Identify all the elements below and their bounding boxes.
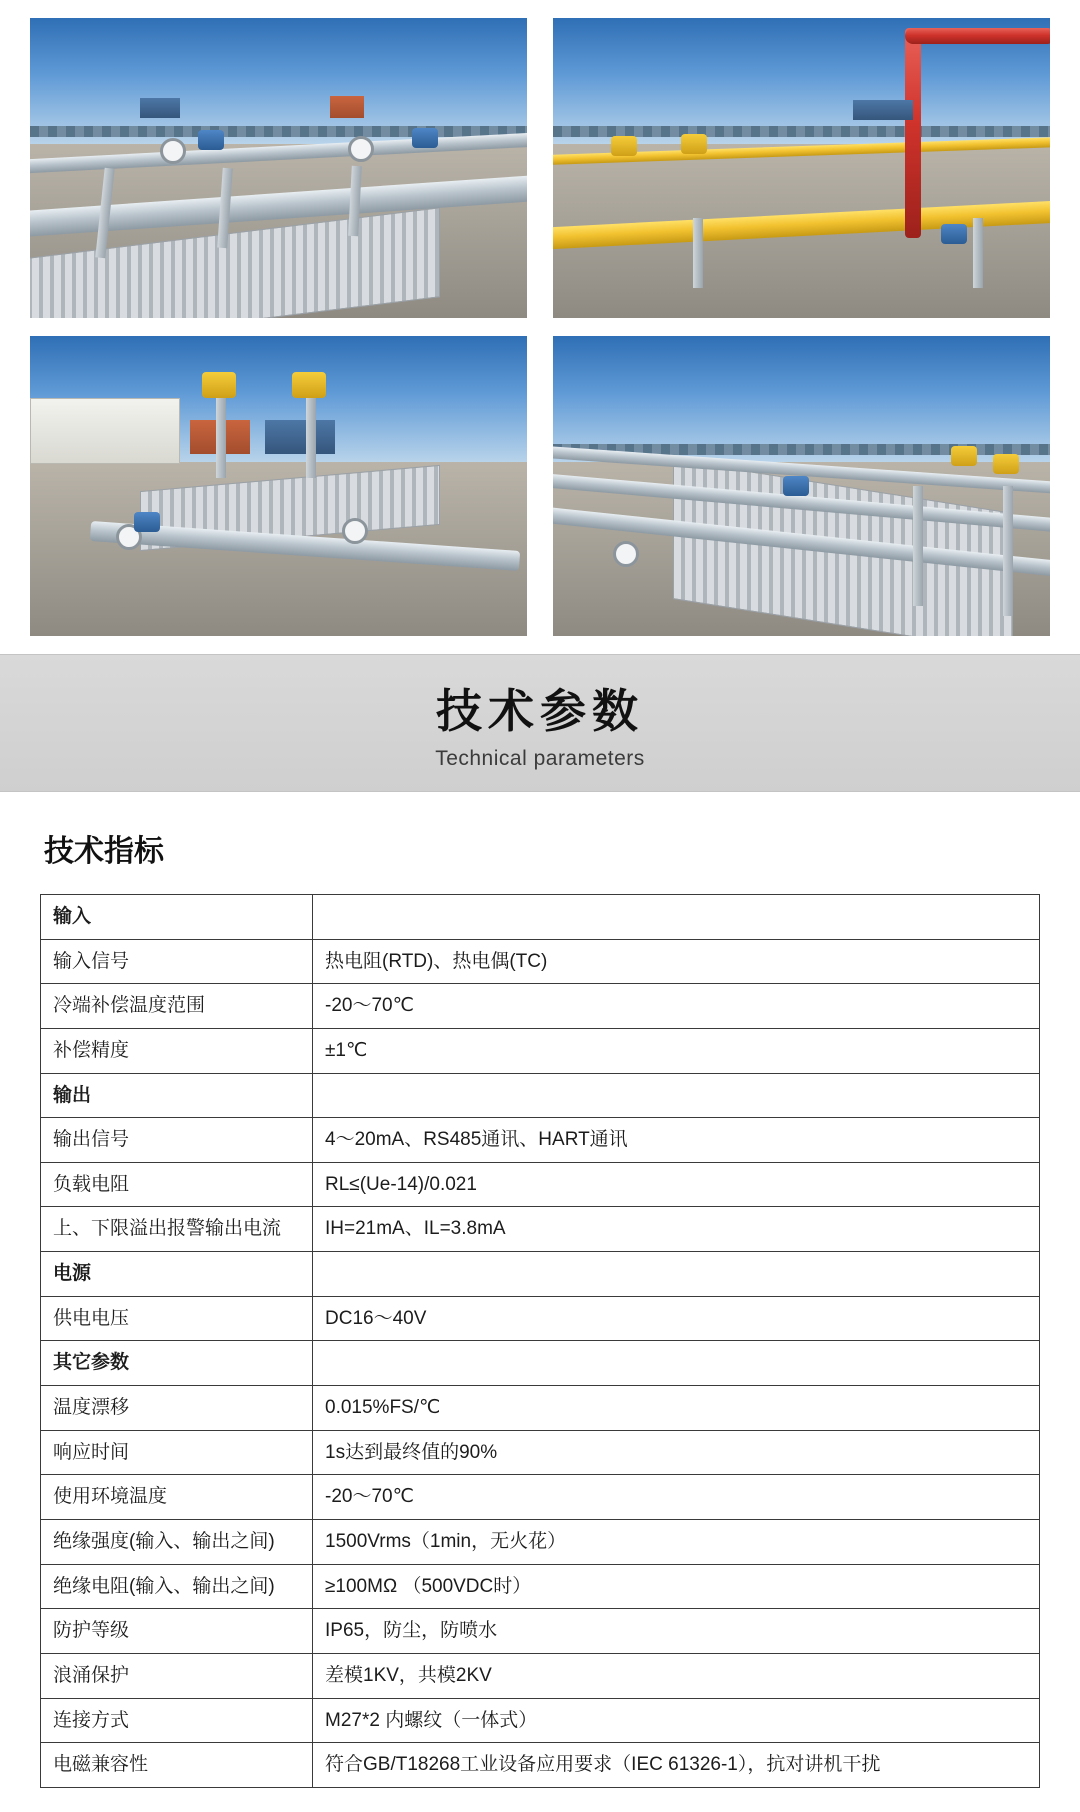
spec-heading: 技术指标	[44, 835, 164, 868]
table-row	[41, 1296, 1040, 1341]
table-row	[41, 1252, 1040, 1297]
pneumatic-actuator-2	[292, 372, 326, 398]
spec-block	[0, 792, 1080, 1812]
temperature-transmitter-1	[198, 130, 224, 150]
temperature-transmitter-1	[783, 476, 809, 496]
valve-actuator-1	[611, 136, 637, 156]
table-row	[41, 1028, 1040, 1073]
spec-value-cell	[313, 1252, 1040, 1297]
spec-label-cell: 连接方式	[41, 1698, 313, 1743]
spec-value-cell	[313, 1341, 1040, 1386]
spec-label-cell: 其它参数	[41, 1341, 313, 1386]
spec-label-cell: 输入信号	[41, 939, 313, 984]
table-row	[41, 1564, 1040, 1609]
valve-actuator-1	[951, 446, 977, 466]
table-row	[41, 984, 1040, 1029]
pipe-support-2	[1003, 486, 1013, 616]
spec-label-cell: 输入	[41, 895, 313, 940]
spec-label-cell: 温度漂移	[41, 1386, 313, 1431]
temperature-transmitter-2	[412, 128, 438, 148]
spec-value-cell	[313, 895, 1040, 940]
photo-manifold-area-array	[553, 336, 1050, 636]
site-container-1	[853, 100, 913, 120]
spec-label-cell: 电源	[41, 1252, 313, 1297]
spec-label-cell: 输出信号	[41, 1118, 313, 1163]
spec-label-cell: 防护等级	[41, 1609, 313, 1654]
photo-valve-skid-actuators	[30, 336, 527, 636]
section-title: 技术参数	[436, 685, 644, 737]
spec-value-cell: 1s达到最终值的90%	[313, 1430, 1040, 1475]
spec-value-cell: 热电阻(RTD)、热电偶(TC)	[313, 939, 1040, 984]
spec-label-cell: 绝缘强度(输入、输出之间)	[41, 1519, 313, 1564]
spec-label-cell: 电磁兼容性	[41, 1743, 313, 1788]
perimeter-fence	[30, 126, 527, 137]
spec-label-cell: 使用环境温度	[41, 1475, 313, 1520]
photo-yellow-gas-header	[553, 18, 1050, 318]
section-subtitle: Technical parameters	[435, 747, 645, 770]
red-overhead-pipe	[905, 28, 1050, 44]
site-building	[30, 398, 180, 464]
table-row	[41, 1743, 1040, 1788]
valve-actuator-2	[993, 454, 1019, 474]
actuator-stem-1	[216, 398, 226, 478]
valve-actuator-3	[941, 224, 967, 244]
pressure-gauge-2	[348, 136, 374, 162]
spec-label-cell: 冷端补偿温度范围	[41, 984, 313, 1029]
spec-value-cell: ≥100MΩ （500VDC时）	[313, 1564, 1040, 1609]
spec-label-cell: 供电电压	[41, 1296, 313, 1341]
table-row	[41, 1475, 1040, 1520]
spec-table	[40, 894, 1040, 1788]
table-row	[41, 939, 1040, 984]
pipe-support-1	[693, 218, 703, 288]
spec-value-cell: RL≤(Ue-14)/0.021	[313, 1162, 1040, 1207]
site-container-2	[140, 98, 180, 118]
spec-value-cell: M27*2 内螺纹（一体式）	[313, 1698, 1040, 1743]
table-row	[41, 1073, 1040, 1118]
pipe-support-1	[913, 486, 923, 606]
spec-label-cell: 浪涌保护	[41, 1653, 313, 1698]
table-row	[41, 1386, 1040, 1431]
spec-value-cell: 0.015%FS/℃	[313, 1386, 1040, 1431]
spec-value-cell: 4～20mA、RS485通讯、HART通讯	[313, 1118, 1040, 1163]
spec-label-cell: 补偿精度	[41, 1028, 313, 1073]
perimeter-fence	[553, 126, 1050, 137]
valve-actuator-2	[681, 134, 707, 154]
section-banner-technical-parameters	[0, 654, 1080, 792]
site-container-2	[265, 420, 335, 454]
actuator-stem-2	[306, 398, 316, 478]
pressure-gauge-1	[160, 138, 186, 164]
spec-label-cell: 负载电阻	[41, 1162, 313, 1207]
table-row	[41, 1430, 1040, 1475]
spec-label-cell: 输出	[41, 1073, 313, 1118]
table-row	[41, 1698, 1040, 1743]
spec-value-cell: DC16～40V	[313, 1296, 1040, 1341]
table-row	[41, 1118, 1040, 1163]
spec-table-body	[41, 895, 1040, 1788]
spec-value-cell: IH=21mA、IL=3.8mA	[313, 1207, 1040, 1252]
spec-label-cell: 上、下限溢出报警输出电流	[41, 1207, 313, 1252]
pipe-support-2	[973, 218, 983, 288]
table-row	[41, 1162, 1040, 1207]
pneumatic-actuator-1	[202, 372, 236, 398]
spec-value-cell: ±1℃	[313, 1028, 1040, 1073]
table-row	[41, 895, 1040, 940]
spec-value-cell: -20～70℃	[313, 1475, 1040, 1520]
photo-pipe-rack-instruments	[30, 18, 527, 318]
table-row	[41, 1207, 1040, 1252]
table-row	[41, 1341, 1040, 1386]
table-row	[41, 1609, 1040, 1654]
spec-label-cell: 绝缘电阻(输入、输出之间)	[41, 1564, 313, 1609]
table-row	[41, 1519, 1040, 1564]
spec-label-cell: 响应时间	[41, 1430, 313, 1475]
spec-value-cell: 差模1KV，共模2KV	[313, 1653, 1040, 1698]
spec-value-cell	[313, 1073, 1040, 1118]
table-row	[41, 1653, 1040, 1698]
spec-value-cell: IP65，防尘，防喷水	[313, 1609, 1040, 1654]
site-container-1	[330, 96, 364, 118]
red-riser-pipe	[905, 28, 921, 238]
temperature-transmitter-1	[134, 512, 160, 532]
pressure-gauge-1	[613, 541, 639, 567]
spec-value-cell: 符合GB/T18268工业设备应用要求（IEC 61326-1），抗对讲机干扰	[313, 1743, 1040, 1788]
photo-gallery	[0, 0, 1080, 636]
pressure-gauge-2	[342, 518, 368, 544]
spec-value-cell: -20～70℃	[313, 984, 1040, 1029]
spec-value-cell: 1500Vrms（1min，无火花）	[313, 1519, 1040, 1564]
